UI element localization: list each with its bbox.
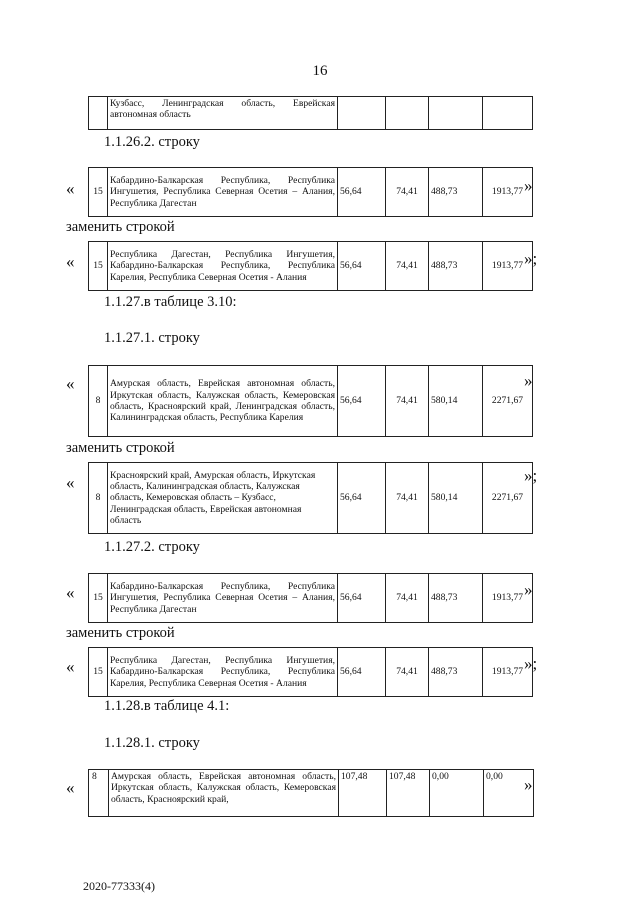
heading-1-1-28: 1.1.28.в таблице 4.1: [104, 698, 230, 714]
value-cell-1: 56,64 [338, 463, 386, 534]
value-cell-3: 488,73 [429, 574, 483, 623]
close-quote-semicolon: »; [524, 466, 538, 485]
table-row-replacement [88, 241, 533, 291]
row-number: 15 [89, 168, 108, 217]
table-row-original [88, 365, 533, 437]
close-quote: » [524, 775, 533, 794]
value-cell-2: 74,41 [386, 168, 429, 217]
value-cell-2: 107,48 [387, 770, 430, 817]
value-cell-2: 74,41 [386, 574, 429, 623]
value-cell-1: 56,64 [338, 168, 386, 217]
value-cell-3: 488,73 [429, 242, 483, 291]
row-number: 15 [89, 242, 108, 291]
row-number: 8 [89, 463, 108, 534]
value-cell-4: 1913,77 [483, 242, 533, 291]
heading-1-1-26-2: 1.1.26.2. строку [104, 134, 200, 150]
replace-with-text: заменить строкой [66, 440, 175, 456]
region-list: Кабардино-Балкарская Республика, Республика Ингушетия, Республика Северная Осетия – Алания, Республика Дагестан [108, 168, 338, 217]
value-cell-1: 56,64 [338, 366, 386, 437]
open-quote: « [66, 179, 75, 198]
value-cell-1: 56,64 [338, 574, 386, 623]
value-cell-1: 56,64 [338, 242, 386, 291]
table-row-original [88, 167, 533, 217]
table-row-continuation [88, 96, 533, 130]
open-quote: « [66, 583, 75, 602]
page-number: 16 [312, 63, 328, 79]
value-cell-3: 580,14 [429, 463, 483, 534]
table-row-original [88, 769, 534, 817]
row-number: 8 [89, 770, 109, 817]
value-cell-3: 0,00 [430, 770, 484, 817]
open-quote: « [66, 473, 75, 492]
value-cell-4: 1913,77 [483, 574, 533, 623]
open-quote: « [66, 252, 75, 271]
value-cell-4: 0,00 [484, 770, 534, 817]
row-number: 15 [89, 574, 108, 623]
close-quote: » [524, 371, 533, 390]
value-cell-2: 74,41 [386, 366, 429, 437]
heading-1-1-27-2: 1.1.27.2. строку [104, 539, 200, 555]
table-row-replacement [88, 647, 533, 697]
region-list: Красноярский край, Амурская область, Иркутская область, Калининградская область, Калужская область, Кемеровская область – Кузбасс, Ленинградская область, Еврейская автономная область [108, 463, 338, 534]
value-cell-1: 56,64 [338, 648, 386, 697]
value-cell-4 [483, 97, 533, 130]
region-list: Амурская область, Еврейская автономная область, Иркутская область, Калужская область, Кемеровская область, Красноярский край, Ленинградская область, Калининградская область, Республика Карелия [108, 366, 338, 437]
region-list: Кабардино-Балкарская Республика, Республика Ингушетия, Республика Северная Осетия – Алания, Республика Дагестан [108, 574, 338, 623]
value-cell-1 [338, 97, 386, 130]
close-quote-semicolon: »; [524, 654, 538, 673]
region-list: Республика Дагестан, Республика Ингушетия, Кабардино-Балкарская Республика, Республика Карелия, Республика Северная Осетия - Алания [108, 242, 338, 291]
value-cell-4: 2271,67 [483, 366, 533, 437]
value-cell-2: 74,41 [386, 463, 429, 534]
open-quote: « [66, 778, 75, 797]
heading-1-1-27-1: 1.1.27.1. строку [104, 330, 200, 346]
value-cell-3: 488,73 [429, 648, 483, 697]
region-list: Республика Дагестан, Республика Ингушетия, Кабардино-Балкарская Республика, Республика Карелия, Республика Северная Осетия - Алания [108, 648, 338, 697]
region-list: Кузбасс, Ленинградская область, Еврейская автономная область [108, 97, 338, 130]
close-quote: » [524, 176, 533, 195]
value-cell-4: 1913,77 [483, 168, 533, 217]
value-cell-2: 74,41 [386, 242, 429, 291]
value-cell-4: 2271,67 [483, 463, 533, 534]
table-row-original [88, 573, 533, 623]
heading-1-1-27: 1.1.27.в таблице 3.10: [104, 294, 237, 310]
row-number: 8 [89, 366, 108, 437]
row-number [89, 97, 108, 130]
value-cell-3: 580,14 [429, 366, 483, 437]
replace-with-text: заменить строкой [66, 219, 175, 235]
region-list: Амурская область, Еврейская автономная область, Иркутская область, Калужская область, Кемеровская область, Красноярский край, [109, 770, 339, 817]
replace-with-text: заменить строкой [66, 625, 175, 641]
document-code: 2020-77333(4) [83, 879, 155, 893]
value-cell-2: 74,41 [386, 648, 429, 697]
row-number: 15 [89, 648, 108, 697]
heading-1-1-28-1: 1.1.28.1. строку [104, 735, 200, 751]
close-quote-semicolon: »; [524, 249, 538, 268]
value-cell-4: 1913,77 [483, 648, 533, 697]
value-cell-3: 488,73 [429, 168, 483, 217]
value-cell-3 [429, 97, 483, 130]
table-row-replacement [88, 462, 533, 534]
value-cell-2 [386, 97, 429, 130]
open-quote: « [66, 657, 75, 676]
close-quote: » [524, 580, 533, 599]
open-quote: « [66, 374, 75, 393]
value-cell-1: 107,48 [339, 770, 387, 817]
